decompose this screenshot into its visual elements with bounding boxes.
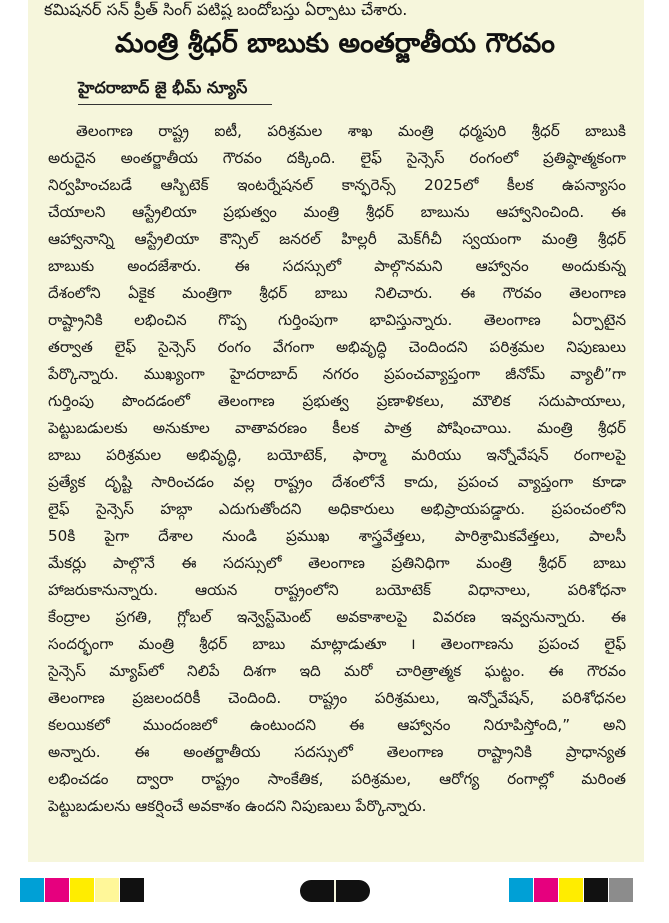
- color-swatch: [534, 878, 558, 902]
- color-swatch: [609, 878, 633, 902]
- article-body-line: పెట్టుబడులను ఆకర్షించే అవకాశం ఉందని నిపుణులు పేర్కొన్నారు.: [48, 797, 427, 815]
- article-body-line: గుర్తింపు పొందడంలో తెలంగాణ ప్రభుత్వ ప్రణాళికలు, మౌలిక సదుపాయాలు,: [48, 392, 626, 410]
- color-swatch: [559, 878, 583, 902]
- article-body-line: పెట్టుబడులకు అనుకూల వాతావరణం కీలక పాత్ర పోషించాయి. మంత్రి శ్రీధర్: [48, 419, 626, 437]
- article-body-line: 50కి పైగా దేశాల నుండి ప్రముఖ శాస్త్రవేత్తలు, పారిశ్రామికవేత్తలు, పాలసీ: [48, 527, 626, 545]
- color-swatch: [509, 878, 533, 902]
- color-swatch: [20, 878, 44, 902]
- article-body-line: అరుదైన అంతర్జాతీయ గౌరవం దక్కింది. లైఫ్ సైన్సెస్ రంగంలో ప్రతిష్ఠాత్మకంగా: [48, 149, 626, 167]
- article-body-line: కలయికలో ముందంజలో ఉంటుందని ఈ ఆహ్వానం నిరూపిస్తోంది,” అని: [48, 716, 626, 734]
- article-body-line: లైఫ్ సైన్సెస్ హబ్గా ఎదుగుతోందని అధికారులు అభిప్రాయపడ్డారు. ప్రపంచంలోని: [48, 500, 626, 518]
- color-swatch: [45, 878, 69, 902]
- article-body-line: తర్వాత లైఫ్ సైన్సెస్ రంగం వేగంగా అభివృద్ధి చెందిందని పరిశ్రమల నిపుణులు: [48, 338, 626, 356]
- color-swatch: [120, 878, 144, 902]
- color-swatch: [70, 878, 94, 902]
- color-swatch: [95, 878, 119, 902]
- color-swatch: [584, 878, 608, 902]
- article-body-line: రాష్ట్రానికి లభించిన గొప్ప గుర్తింపుగా భావిస్తున్నారు. తెలంగాణ ఏర్పాటైన: [48, 311, 626, 329]
- article-body-line: హాజరుకానున్నారు. ఆయన రాష్ట్రంలోని బయోటెక్ విధానాలు, పరిశోధనా: [48, 581, 626, 599]
- article-body-line: లభించడం ద్వారా రాష్ట్రం సాంకేతిక, పరిశ్రమల, ఆరోగ్య రంగాల్లో మరింత: [48, 770, 626, 788]
- article-body-line: సైన్సెస్ మ్యాప్‌లో నిలిపే దిశగా ఇది మరో చారిత్రాత్మక ఘట్టం. ఈ గౌరవం: [48, 662, 626, 680]
- article-body-line: పేర్కొన్నారు. ముఖ్యంగా హైదరాబాద్ నగరం ప్రపంచవ్యాప్తంగా జీనోమ్ వ్యాలీ”గా: [48, 365, 626, 383]
- article-body-line: ఆహ్వానాన్ని ఆస్ట్రేలియా కౌన్సిల్ జనరల్ హిల్లరీ మెక్‌గీచీ స్వయంగా మంత్రి శ్రీధర్: [48, 230, 626, 248]
- article-body-line: చేయాలని ఆస్ట్రేలియా ప్రభుత్వం మంత్రి శ్రీధర్ బాబును ఆహ్వానించింది. ఈ: [48, 203, 626, 221]
- article-body-line: దేశంలోని ఏకైక మంత్రిగా శ్రీధర్ బాబు నిలిచారు. ఈ గౌరవం తెలంగాణ: [48, 284, 626, 302]
- article-body-line: అన్నారు. ఈ అంతర్జాతీయ సదస్సులో తెలంగాణ రాష్ట్రానికి ప్రాధాన్యత: [48, 743, 626, 761]
- article-body-line: బాబు పరిశ్రమల అభివృద్ధి, బయోటెక్, ఫార్మా మరియు ఇన్నోవేషన్ రంగాలపై: [48, 446, 626, 464]
- article-body-line: తెలంగాణ రాష్ట్ర ఐటీ, పరిశ్రమల శాఖ మంత్రి ధర్మపురి శ్రీధర్ బాబుకి: [76, 122, 626, 140]
- article-body-line: నిర్వహించబడే ఆస్బిటెక్ ఇంటర్నేషనల్ కాన్ఫరెన్స్ 2025లో కీలక ఉపన్యాసం: [48, 176, 626, 194]
- article-body-line: కేంద్రాల ప్రగతి, గ్లోబల్ ఇన్వెస్ట్‌మెంట్ అవకాశాలపై వివరణ ఇవ్వనున్నారు. ఈ: [48, 608, 626, 626]
- article-body-line: మేకర్లు పాల్గొనే ఈ సదస్సులో తెలంగాణ ప్రతినిధిగా మంత్రి శ్రీధర్ బాబు: [48, 554, 626, 572]
- article-headline: మంత్రి శ్రీధర్ బాబుకు అంతర్జాతీయ గౌరవం: [115, 28, 555, 59]
- article-body-line: ప్రత్యేక దృష్టి సారించడం వల్ల రాష్ట్రం దేశంలోనే కాదు, ప్రపంచ వ్యాప్తంగా కూడా: [48, 473, 626, 491]
- article-dateline: హైదరాబాద్ జై భీమ్ న్యూస్: [78, 78, 248, 97]
- article-body-line: సందర్భంగా మంత్రి శ్రీధర్ బాబు మాట్లాడుతూ ౹ తెలంగాణను ప్రపంచ లైఫ్: [48, 635, 626, 653]
- dateline-underline: [78, 104, 272, 105]
- registration-mark: [300, 880, 370, 902]
- previous-article-last-line: కమిషనర్ సన్ ప్రీత్ సింగ్ పటిష్ట బందోబస్తు ఏర్పాటు చేశారు.: [44, 0, 408, 19]
- article-body: [48, 118, 626, 820]
- article-body-line: తెలంగాణ ప్రజలందరికీ చెందింది. రాష్ట్రం పరిశ్రమలు, ఇన్నోవేషన్, పరిశోధనల: [48, 689, 626, 707]
- article-body-line: బాబుకు అందజేశారు. ఈ సదస్సులో పాల్గొనమని ఆహ్వానం అందుకున్న: [48, 257, 626, 275]
